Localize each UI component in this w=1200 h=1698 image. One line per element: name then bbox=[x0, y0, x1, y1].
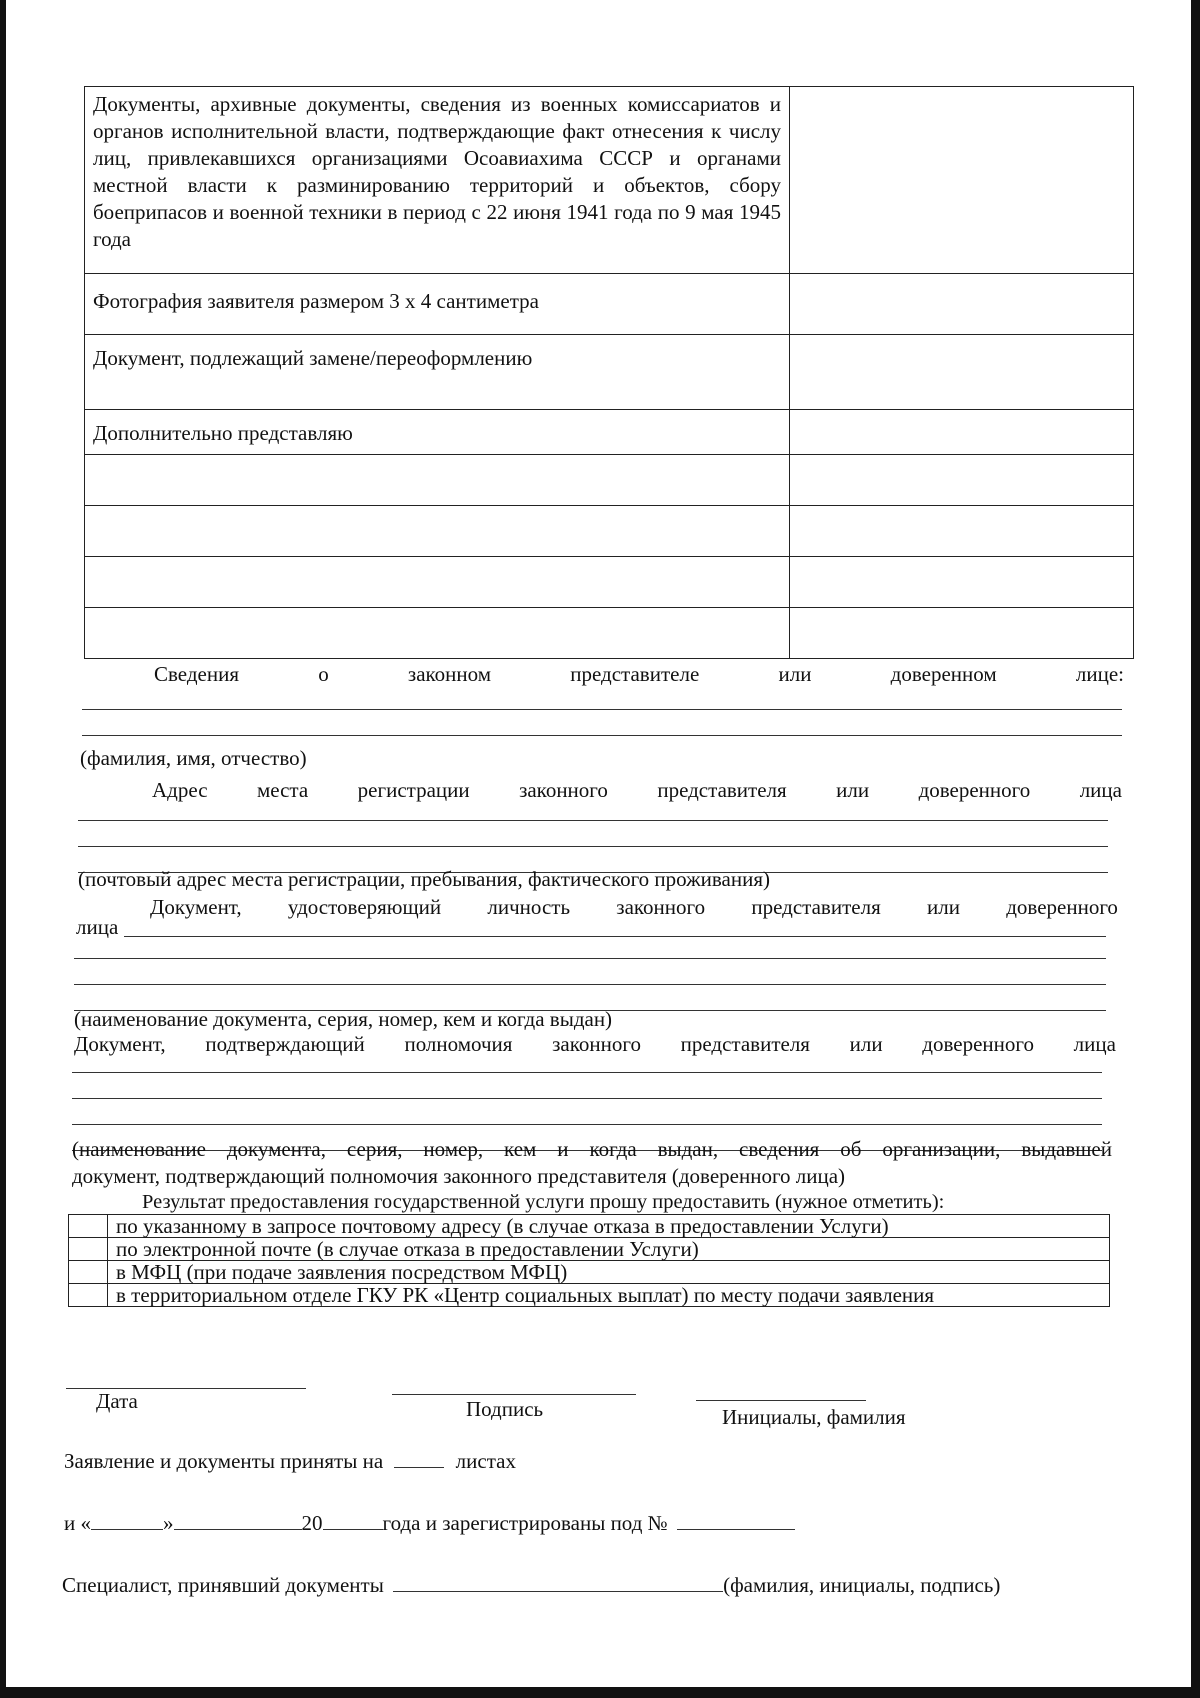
date-label: Дата bbox=[96, 1389, 138, 1413]
authority-caption-line-2: документ, подтверждающий полномочия законного представителя (доверенного лица) bbox=[72, 1164, 846, 1188]
result-delivery-options bbox=[68, 1214, 1110, 1307]
day-field[interactable] bbox=[91, 1511, 163, 1530]
option-row[interactable] bbox=[69, 1261, 1110, 1284]
doc-row-label[interactable] bbox=[85, 608, 790, 659]
table-row bbox=[85, 455, 1134, 506]
fio-caption: (фамилия, имя, отчество) bbox=[80, 746, 307, 770]
fio-line-1[interactable] bbox=[82, 709, 1122, 710]
doc-row-value[interactable] bbox=[790, 274, 1134, 335]
doc-row-label: Дополнительно представляю bbox=[85, 410, 790, 455]
id-doc-word: представителя bbox=[751, 895, 881, 919]
acceptance-text: Специалист, принявший документы bbox=[62, 1573, 384, 1597]
address-caption: (почтовый адрес места регистрации, пребывания, фактического проживания) bbox=[78, 867, 770, 891]
address-label bbox=[152, 777, 1122, 803]
doc-row-label[interactable] bbox=[85, 557, 790, 608]
option-label: в МФЦ (при подаче заявления посредством МФЦ) bbox=[108, 1261, 1110, 1284]
authority-caption-line-1: (наименование документа, серия, номер, кем и когда выдан, сведения об организации, выдавшей bbox=[72, 1137, 1112, 1161]
acceptance-text: и « bbox=[64, 1511, 91, 1535]
initials-label: Инициалы, фамилия bbox=[722, 1405, 906, 1429]
id-doc-word: удостоверяющий bbox=[287, 895, 442, 919]
acceptance-text: » bbox=[163, 1511, 174, 1535]
initials-line[interactable] bbox=[696, 1400, 866, 1401]
documents-table bbox=[84, 86, 1134, 659]
month-field[interactable] bbox=[174, 1511, 302, 1530]
intro-word: о bbox=[318, 662, 329, 686]
doc-row-value[interactable] bbox=[790, 87, 1134, 274]
doc-row-value[interactable] bbox=[790, 608, 1134, 659]
year-field[interactable] bbox=[323, 1511, 383, 1530]
authority-word: или bbox=[849, 1032, 883, 1056]
option-label: по указанному в запросе почтовому адресу (в случае отказа в предоставлении Услуги) bbox=[108, 1215, 1110, 1238]
doc-row-value[interactable] bbox=[790, 455, 1134, 506]
address-line-1[interactable] bbox=[78, 820, 1108, 821]
acceptance-line-2 bbox=[64, 1510, 795, 1536]
signature-line[interactable] bbox=[392, 1394, 636, 1395]
option-checkbox[interactable] bbox=[69, 1215, 108, 1238]
doc-row-label[interactable] bbox=[85, 506, 790, 557]
authority-word: представителя bbox=[680, 1032, 810, 1056]
id-doc-label bbox=[150, 894, 1118, 920]
authority-word: законного bbox=[552, 1032, 641, 1056]
doc-row-value[interactable] bbox=[790, 410, 1134, 455]
signature-label: Подпись bbox=[466, 1397, 544, 1421]
table-row bbox=[85, 410, 1134, 455]
address-line-2[interactable] bbox=[78, 846, 1108, 847]
sheets-count-field[interactable] bbox=[394, 1449, 444, 1468]
acceptance-text: Заявление и документы приняты на bbox=[64, 1449, 384, 1473]
authority-word: Документ, bbox=[74, 1032, 166, 1056]
authority-word: доверенного bbox=[922, 1032, 1034, 1056]
intro-word: или bbox=[778, 662, 812, 686]
authority-line-3[interactable] bbox=[72, 1124, 1102, 1125]
acceptance-text: (фамилия, инициалы, подпись) bbox=[723, 1573, 1001, 1597]
id-doc-line-1[interactable] bbox=[124, 936, 1106, 937]
option-row[interactable] bbox=[69, 1238, 1110, 1261]
id-doc-line-2[interactable] bbox=[74, 958, 1106, 959]
acceptance-text: листах bbox=[455, 1449, 516, 1473]
intro-word: представителе bbox=[570, 662, 700, 686]
scan-edge-bottom bbox=[0, 1687, 1200, 1698]
intro-word: лице: bbox=[1075, 662, 1124, 686]
acceptance-text: 20 bbox=[301, 1511, 323, 1535]
table-row bbox=[85, 335, 1134, 410]
table-row bbox=[85, 557, 1134, 608]
id-doc-word: личность bbox=[487, 895, 571, 919]
address-word: Адрес bbox=[152, 778, 208, 802]
acceptance-text: года и зарегистрированы под № bbox=[382, 1511, 668, 1535]
id-doc-word: доверенного bbox=[1006, 895, 1118, 919]
option-checkbox[interactable] bbox=[69, 1261, 108, 1284]
doc-row-label: Документ, подлежащий замене/переоформлению bbox=[85, 335, 790, 410]
address-word: лица bbox=[1079, 778, 1122, 802]
id-doc-word: законного bbox=[616, 895, 706, 919]
address-word: места bbox=[256, 778, 309, 802]
doc-row-label[interactable] bbox=[85, 455, 790, 506]
representative-intro bbox=[154, 661, 1124, 687]
doc-row-value[interactable] bbox=[790, 557, 1134, 608]
authority-line-2[interactable] bbox=[72, 1098, 1102, 1099]
result-delivery-heading: Результат предоставления государственной услуги прошу предоставить (нужное отметить): bbox=[142, 1191, 945, 1213]
id-doc-word: или bbox=[927, 895, 960, 919]
address-word: регистрации bbox=[357, 778, 470, 802]
option-checkbox[interactable] bbox=[69, 1284, 108, 1307]
intro-word: законном bbox=[407, 662, 492, 686]
table-row bbox=[85, 608, 1134, 659]
address-word: законного bbox=[519, 778, 608, 802]
fio-line-2[interactable] bbox=[82, 735, 1122, 736]
doc-row-label: Документы, архивные документы, сведения из военных комиссариатов и органов исполнительной власти, подтверждающие факт отнесения к числу лиц, привлекавшихся организациями Осоавиахима СССР и органами местной власти к разминированию территорий и объектов, сбору боеприпасов и военной техники в период с 22 июня 1941 года по 9 мая 1945 года bbox=[85, 87, 790, 274]
authority-word: полномочия bbox=[404, 1032, 513, 1056]
option-row[interactable] bbox=[69, 1215, 1110, 1238]
table-row bbox=[85, 87, 1134, 274]
doc-row-value[interactable] bbox=[790, 506, 1134, 557]
id-doc-label-cont: лица bbox=[76, 915, 119, 939]
authority-label bbox=[74, 1031, 1116, 1057]
address-word: доверенного bbox=[918, 778, 1031, 802]
id-doc-line-3[interactable] bbox=[74, 984, 1106, 985]
specialist-field[interactable] bbox=[393, 1573, 723, 1592]
doc-row-label: Фотография заявителя размером 3 х 4 сантиметра bbox=[85, 274, 790, 335]
option-checkbox[interactable] bbox=[69, 1238, 108, 1261]
id-doc-caption: (наименование документа, серия, номер, кем и когда выдан) bbox=[74, 1007, 613, 1031]
address-word: или bbox=[836, 778, 870, 802]
authority-line-1[interactable] bbox=[72, 1072, 1102, 1073]
registration-number-field[interactable] bbox=[677, 1511, 795, 1530]
option-label: по электронной почте (в случае отказа в предоставлении Услуги) bbox=[108, 1238, 1110, 1261]
authority-word: лица bbox=[1073, 1032, 1116, 1056]
scan-edge-left bbox=[0, 0, 6, 1698]
option-label: в территориальном отделе ГКУ РК «Центр социальных выплат) по месту подачи заявления bbox=[108, 1284, 1110, 1307]
acceptance-line-3 bbox=[62, 1572, 1000, 1598]
address-word: представителя bbox=[657, 778, 787, 802]
intro-word: доверенном bbox=[890, 662, 997, 686]
table-row bbox=[85, 274, 1134, 335]
acceptance-line-1 bbox=[64, 1448, 516, 1474]
scan-edge-right bbox=[1191, 0, 1200, 1698]
table-row bbox=[85, 506, 1134, 557]
intro-word: Сведения bbox=[154, 662, 239, 686]
id-doc-word: Документ, bbox=[150, 895, 242, 919]
option-row[interactable] bbox=[69, 1284, 1110, 1307]
doc-row-value[interactable] bbox=[790, 335, 1134, 410]
authority-word: подтверждающий bbox=[205, 1032, 365, 1056]
